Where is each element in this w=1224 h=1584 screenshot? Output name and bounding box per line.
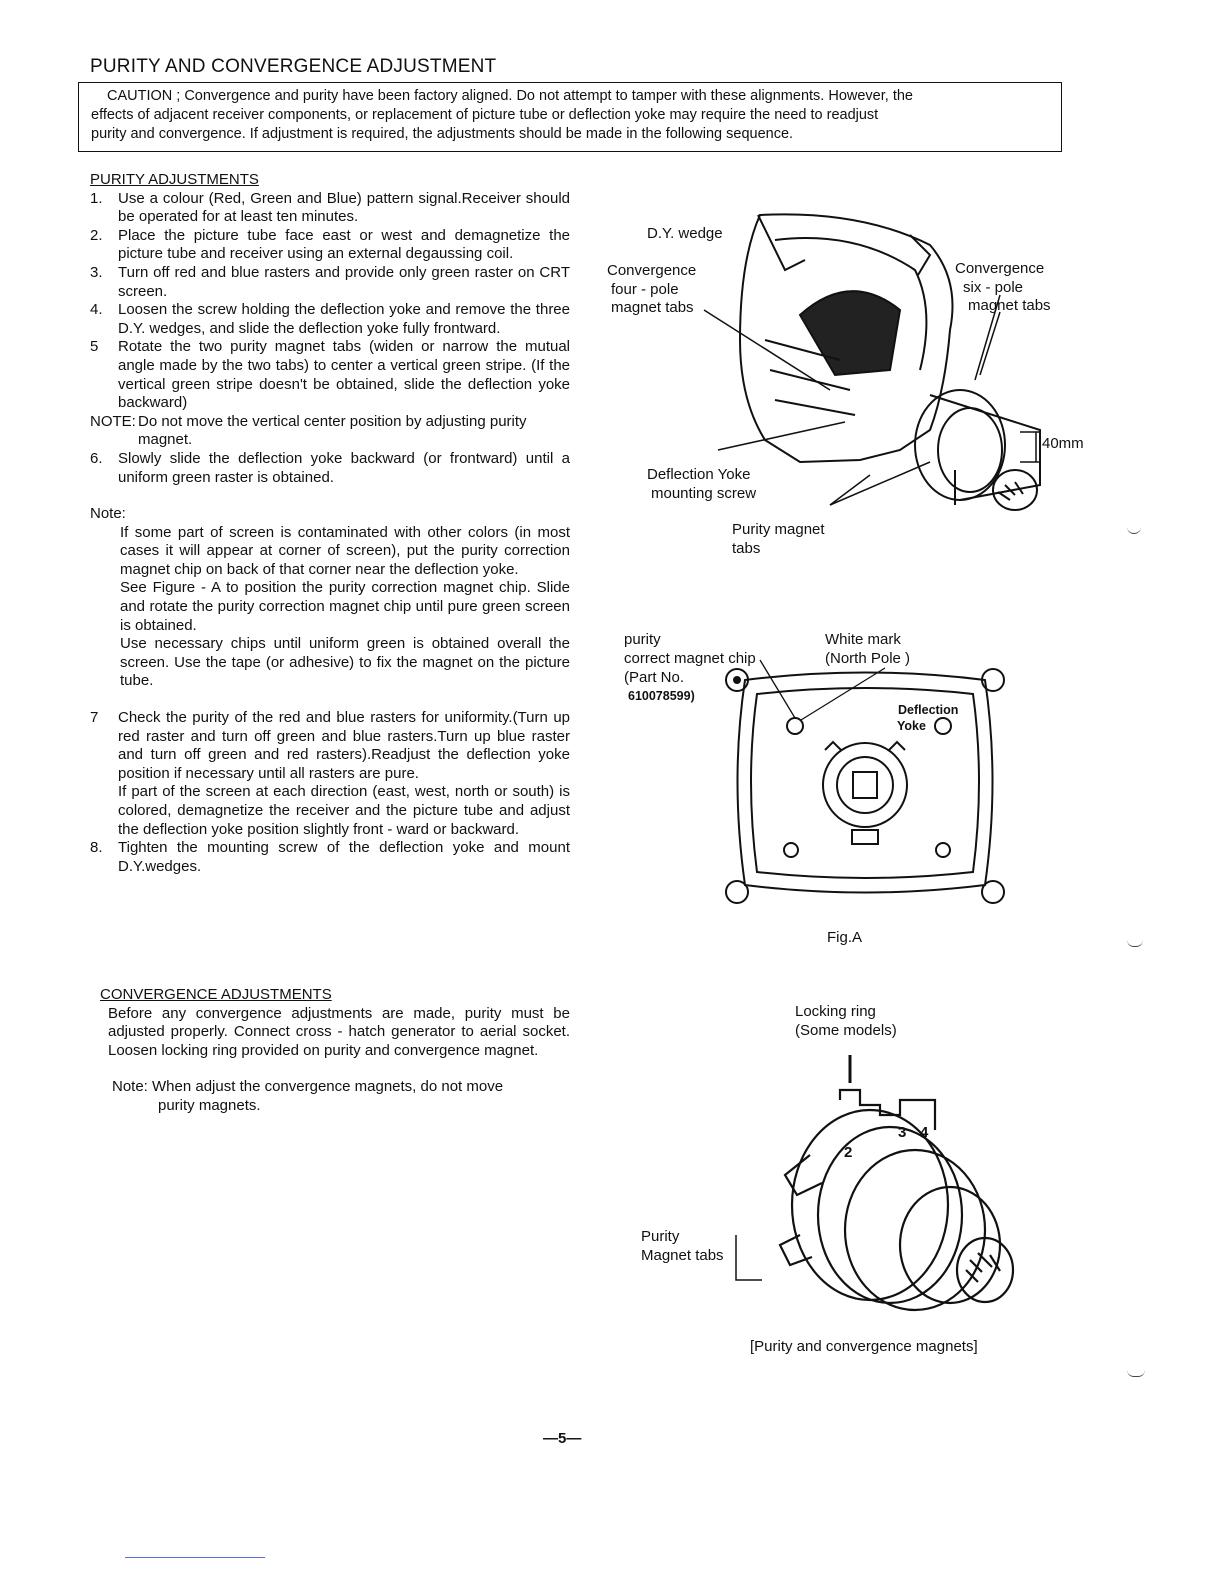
label-purity-tabs: tabs <box>732 540 761 557</box>
label-purity-magnet-tabs: Purity <box>641 1228 680 1245</box>
purity-note <box>90 413 570 450</box>
step-number: 6. <box>90 449 103 467</box>
purity-heading: PURITY ADJUSTMENTS <box>90 171 259 188</box>
mounting-ear <box>982 881 1004 903</box>
step-number: 5 <box>90 338 99 356</box>
label-deflection-yoke: Yoke <box>897 719 926 733</box>
label-dy-screw: Deflection Yoke <box>647 466 751 483</box>
magnet-assembly-figure <box>740 1055 1040 1325</box>
label-dimension: 40mm <box>1042 435 1084 452</box>
socket-key <box>852 830 878 844</box>
label-purity-tabs: Purity magnet <box>732 521 825 538</box>
label-conv6: six - pole <box>963 279 1024 296</box>
purity-step <box>90 450 570 487</box>
note-text: Do not move the vertical center position by adjusting purity magnet. <box>138 412 527 449</box>
figure-a-caption: Fig.A <box>827 929 863 946</box>
label-chip-part: 610078599) <box>628 689 695 703</box>
dy-wedge-shape <box>758 215 805 270</box>
magnet-ring <box>915 390 1005 500</box>
caution-box <box>78 82 1062 152</box>
white-mark-dot <box>733 676 741 684</box>
socket-pins <box>998 482 1023 500</box>
dimension-marker <box>1020 432 1040 462</box>
convergence-heading: CONVERGENCE ADJUSTMENTS <box>100 986 332 1003</box>
purity-step <box>90 338 570 412</box>
purity-tab <box>785 1155 822 1195</box>
magnet-ring <box>818 1127 962 1303</box>
neck-sleeve <box>900 1187 1000 1303</box>
step-number: 3. <box>90 263 103 281</box>
neck-outline <box>930 395 1040 500</box>
step-number: 1. <box>90 189 103 207</box>
yoke-cavity <box>800 291 900 375</box>
caution-line: effects of adjacent receiver components, or replacement of picture tube or deflection yoke may require the need to readjust <box>91 107 879 123</box>
convergence-note: Note: When adjust the convergence magnets, do not move <box>112 1078 504 1096</box>
step-text: Slowly slide the deflection yoke backward (or frontward) until a uniform green raster is obtained. <box>118 449 570 486</box>
purity-step <box>90 264 570 301</box>
note-label: NOTE: <box>90 412 136 430</box>
magnet-number: 3 <box>898 1124 907 1141</box>
step-text: Loosen the screw holding the deflection yoke and remove the three D.Y. wedges, and slide the deflection yoke fully frontward. <box>118 301 570 337</box>
step-text: Turn off red and blue rasters and provide only green raster on CRT screen. <box>118 263 570 300</box>
chip-position-mark <box>784 843 798 857</box>
label-deflection-yoke: Deflection <box>898 703 959 717</box>
step-number: 7 <box>90 709 99 727</box>
label-conv4: magnet tabs <box>611 299 694 316</box>
convergence-text: Before any convergence adjustments are made, purity must be adjusted properly. Connect cross - hatch generator to aerial socket. Loosen locking ring provided on purity and convergence magnet. <box>108 1004 570 1059</box>
magnet-number: 4 <box>920 1124 929 1141</box>
step-text: Use a colour (Red, Green and Blue) pattern signal.Receiver should be operated for at least ten minutes. <box>118 189 570 226</box>
leader-line <box>801 668 885 720</box>
figure-caption: [Purity and convergence magnets] <box>750 1338 978 1355</box>
label-conv6: magnet tabs <box>968 297 1051 314</box>
label-chip: (Part No. <box>624 669 685 686</box>
magnet-number: 2 <box>844 1144 853 1161</box>
note2-label: Note: <box>90 505 126 523</box>
scan-mark <box>1127 940 1143 947</box>
label-dy-screw: mounting screw <box>651 485 757 502</box>
label-locking-ring: (Some models) <box>795 1022 897 1039</box>
leader-line <box>760 660 795 718</box>
step-text: Place the picture tube face east or west and demagnetize the picture tube and receiver using an external degaussing coil. <box>118 226 570 263</box>
bracket-line <box>736 1235 762 1280</box>
scan-mark <box>1127 527 1141 534</box>
caution-line: purity and convergence. If adjustment is required, the adjustments should be made in the following sequence. <box>91 126 794 142</box>
note2-paragraph: Use necessary chips until uniform green is obtained overall the screen. Use the tape (or adhesive) to fix the magnet on the picture tube. <box>120 635 570 690</box>
page-title: PURITY AND CONVERGENCE ADJUSTMENT <box>90 56 497 77</box>
label-conv4: four - pole <box>611 281 679 298</box>
label-purity-magnet-tabs: Magnet tabs <box>641 1247 724 1264</box>
purity-step-continuation: If part of the screen at each direction (east, west, north or south) is colored, demagnetize the receiver and the picture tube and adjust the deflection yoke position slightly front - ward or backward. <box>118 783 570 838</box>
leader-line <box>830 462 930 505</box>
purity-section <box>90 171 570 876</box>
magnet-ring <box>938 408 1002 492</box>
leader-line <box>980 312 1000 375</box>
socket-core <box>853 772 877 798</box>
note2-paragraph: If some part of screen is contaminated with other colors (in most cases it will appear at corner of screen), put the purity correction magnet chip on back of that corner near the deflection yoke. <box>120 523 570 578</box>
step-text: Rotate the two purity magnet tabs (widen or narrow the mutual angle made by the two tabs) to center a vertical green stripe. (If the vertical green stripe doesn't be obtained, slide the deflection yoke backward) <box>118 338 570 412</box>
neck-base <box>823 743 907 827</box>
purity-step <box>90 709 570 783</box>
chip-position-mark <box>787 718 803 734</box>
label-dy-wedge: D.Y. wedge <box>647 225 723 242</box>
step-number: 2. <box>90 226 103 244</box>
label-conv4: Convergence <box>607 262 697 279</box>
chip-position-mark <box>935 718 951 734</box>
scan-line <box>125 1557 265 1558</box>
label-locking-ring: Locking ring <box>795 1003 876 1020</box>
step-number: 4. <box>90 301 103 319</box>
purity-step <box>90 839 570 876</box>
label-white-mark: (North Pole ) <box>825 650 911 667</box>
mounting-ear <box>726 881 748 903</box>
scan-mark <box>1127 1370 1145 1377</box>
chip-position-mark <box>936 843 950 857</box>
neck-socket <box>957 1238 1013 1302</box>
label-chip: correct magnet chip <box>624 650 756 667</box>
step-text: Tighten the mounting screw of the deflection yoke and mount D.Y.wedges. <box>118 839 570 875</box>
leader-line <box>718 422 845 450</box>
step-number: 8. <box>90 839 103 857</box>
neck-socket <box>837 757 893 813</box>
label-conv6: Convergence <box>955 260 1045 277</box>
label-white-mark: White mark <box>825 631 901 648</box>
convergence-note-cont: purity magnets. <box>158 1096 261 1114</box>
purity-step <box>90 227 570 264</box>
page-number: —5— <box>543 1430 582 1447</box>
convergence-section <box>100 986 570 1116</box>
step-text: Check the purity of the red and blue rasters for uniformity.(Turn up red raster and turn off green and blue rasters.Turn up blue raster and turn off green and red rasters).Readjust the deflection yoke position if necessary until all rasters are pure. <box>118 709 570 782</box>
caution-line: CAUTION ; Convergence and purity have been factory aligned. Do not attempt to tamper with these alignments. However, the <box>107 88 913 104</box>
note2-paragraph: See Figure - A to position the purity correction magnet chip. Slide and rotate the purity correction magnet chip until pure green screen is obtained. <box>120 579 570 634</box>
picture-tube-rear-figure <box>715 660 1015 910</box>
purity-step <box>90 301 570 338</box>
purity-step <box>90 190 570 227</box>
label-chip: purity <box>624 631 661 648</box>
